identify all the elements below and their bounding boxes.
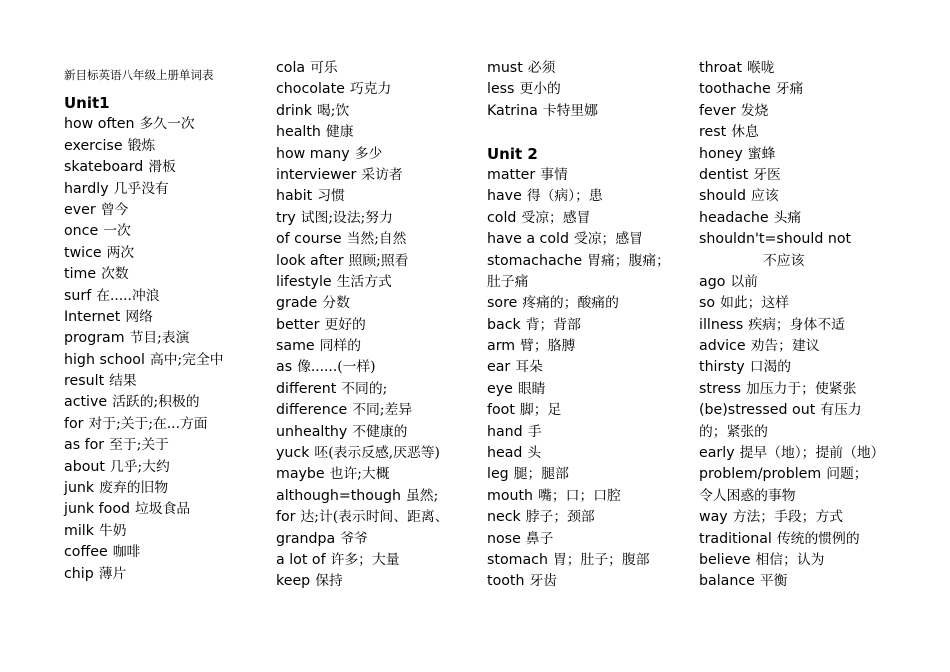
- word-entry: [64, 521, 269, 542]
- english-word: cold: [487, 209, 517, 226]
- english-word: ear: [487, 359, 511, 376]
- chinese-meaning: 胃痛；腹痛；: [587, 252, 670, 269]
- english-word: twice: [64, 244, 102, 261]
- chinese-meaning: 爷爷: [340, 530, 368, 547]
- word-entry: [699, 529, 899, 550]
- word-entry: [487, 571, 692, 592]
- english-word: stomach: [487, 551, 548, 568]
- english-word: believe: [699, 551, 751, 568]
- chinese-meaning: 不健康的: [352, 423, 408, 440]
- english-word: so: [699, 295, 716, 312]
- chinese-meaning: 垃圾食品: [135, 501, 191, 518]
- word-entry: [276, 101, 481, 122]
- word-entry-continuation: 令人困惑的事物: [699, 487, 796, 504]
- chinese-meaning: 许多；大量: [330, 551, 400, 568]
- chinese-meaning: 卡特里娜: [542, 102, 598, 119]
- word-entry: [276, 208, 481, 229]
- english-word: thirsty: [699, 359, 745, 376]
- chinese-meaning: 喉咙: [747, 60, 775, 76]
- english-word: drink: [276, 102, 312, 119]
- word-entry: [276, 229, 481, 250]
- english-word: for: [64, 415, 84, 432]
- english-word: toothache: [699, 81, 771, 98]
- chinese-meaning: 应该: [751, 188, 779, 205]
- english-word: matter: [487, 166, 536, 183]
- english-word: junk food: [64, 501, 131, 518]
- chinese-meaning: 照顾;照看: [348, 252, 409, 269]
- english-word: high school: [64, 351, 145, 368]
- word-entry: [487, 357, 692, 378]
- word-entry: [699, 464, 899, 485]
- english-word: balance: [699, 573, 755, 590]
- english-word: interviewer: [276, 166, 357, 183]
- english-word: foot: [487, 402, 515, 419]
- chinese-meaning: 臂；胳膊: [520, 338, 576, 355]
- unit-heading: Unit1: [64, 94, 110, 112]
- english-word: have: [487, 188, 522, 205]
- word-entry: [699, 165, 899, 186]
- chinese-meaning: 问题；: [826, 466, 868, 483]
- chinese-meaning: 活跃的;积极的: [112, 394, 200, 411]
- word-entry: [276, 400, 481, 421]
- word-entry: [276, 571, 481, 592]
- chinese-meaning: 巧克力: [349, 81, 392, 98]
- chinese-meaning: 以前: [730, 273, 758, 290]
- word-entry: [699, 144, 899, 165]
- chinese-meaning: 像......(一样): [297, 359, 376, 376]
- spacer: [487, 122, 692, 143]
- english-word: stomachache: [487, 252, 583, 269]
- word-entry: [276, 529, 481, 550]
- chinese-meaning: 背；背部: [525, 316, 581, 333]
- english-word: different: [276, 380, 337, 397]
- chinese-meaning: 可乐: [310, 60, 338, 76]
- chinese-meaning: 如此；这样: [720, 295, 790, 312]
- word-entry: [64, 221, 269, 242]
- english-word: Internet: [64, 308, 121, 325]
- english-word: hardly: [64, 180, 109, 197]
- english-word: advice: [699, 338, 746, 355]
- word-entry: [487, 550, 692, 571]
- english-word: how often: [64, 116, 135, 133]
- word-entry: [487, 379, 692, 400]
- word-entry: [487, 443, 692, 464]
- word-column-1: [64, 58, 269, 585]
- word-entry: [276, 443, 481, 464]
- english-word: ever: [64, 201, 96, 218]
- chinese-meaning: 当然;自然: [346, 231, 407, 248]
- english-word: neck: [487, 509, 521, 526]
- english-word: difference: [276, 402, 348, 419]
- english-word: about: [64, 458, 105, 475]
- word-entry: [699, 229, 899, 250]
- word-entry: [487, 507, 692, 528]
- chinese-meaning: 不同;差异: [352, 402, 413, 419]
- english-word: look after: [276, 252, 344, 269]
- chinese-meaning: 蜜蜂: [747, 145, 776, 162]
- word-entry: [487, 486, 692, 507]
- word-entry: [276, 79, 481, 100]
- word-entry: [64, 307, 269, 328]
- chinese-meaning: 受凉；感冒: [521, 209, 591, 226]
- english-word: headache: [699, 209, 769, 226]
- chinese-meaning: 疾病；身体不适: [748, 316, 845, 333]
- english-word: head: [487, 445, 523, 462]
- word-entry: [487, 422, 692, 443]
- english-word: chip: [64, 565, 94, 582]
- word-entry: [64, 371, 269, 392]
- chinese-meaning: 发烧: [740, 102, 769, 119]
- chinese-meaning: 头痛: [773, 209, 802, 226]
- english-word: how many: [276, 145, 350, 162]
- word-entry: [64, 564, 269, 585]
- word-entry: [699, 357, 899, 378]
- word-entry: [64, 200, 269, 221]
- english-word: way: [699, 509, 728, 526]
- chinese-meaning: 牙齿: [529, 573, 558, 590]
- english-word: as: [276, 359, 293, 376]
- chinese-meaning: 也许;大概: [329, 466, 390, 483]
- english-word: mouth: [487, 487, 534, 504]
- english-word: arm: [487, 338, 516, 355]
- word-entry: [64, 179, 269, 200]
- word-entry: [276, 122, 481, 143]
- english-word: active: [64, 394, 108, 411]
- word-entry: [487, 208, 692, 229]
- chinese-meaning: 脚；足: [519, 402, 562, 419]
- english-word: try: [276, 209, 296, 226]
- word-column-3: [487, 58, 692, 593]
- word-entry: [699, 400, 899, 421]
- chinese-meaning: 对于;关于;在...方面: [88, 415, 208, 432]
- chinese-meaning: 喝;饮: [317, 102, 350, 119]
- chinese-meaning: 虽然;: [405, 487, 439, 504]
- chinese-meaning: 眼睛: [517, 380, 546, 397]
- word-entry: [276, 379, 481, 400]
- word-entry: [487, 315, 692, 336]
- english-word: hand: [487, 423, 523, 440]
- english-word: early: [699, 445, 735, 462]
- english-word: illness: [699, 316, 744, 333]
- chinese-meaning: 更小的: [519, 81, 561, 98]
- word-entry: [487, 529, 692, 550]
- chinese-meaning: 疼痛的；酸痛的: [522, 295, 619, 312]
- word-entry-continuation: 的；紧张的: [699, 423, 768, 440]
- chinese-meaning: 一次: [103, 223, 131, 240]
- english-word: keep: [276, 573, 311, 590]
- english-word: rest: [699, 124, 727, 141]
- english-word: better: [276, 316, 320, 333]
- english-word: less: [487, 81, 515, 98]
- word-entry: [64, 414, 269, 435]
- english-word: for: [276, 509, 296, 526]
- word-entry: [64, 542, 269, 563]
- word-entry: [699, 58, 899, 79]
- english-word: once: [64, 223, 99, 240]
- word-entry: [699, 208, 899, 229]
- word-entry: [487, 251, 692, 272]
- english-word: a lot of: [276, 551, 326, 568]
- word-entry: [276, 251, 481, 272]
- chinese-meaning: 几乎;大约: [109, 458, 170, 475]
- english-word: although=though: [276, 487, 401, 504]
- word-entry: [699, 550, 899, 571]
- chinese-meaning: 休息: [731, 124, 759, 141]
- word-entry: [64, 136, 269, 157]
- word-entry: [487, 186, 692, 207]
- word-entry: [64, 286, 269, 307]
- chinese-meaning: 呸(表示反感,厌恶等): [314, 445, 440, 462]
- word-entry: [487, 58, 692, 79]
- english-word: result: [64, 373, 105, 390]
- chinese-meaning: 结果: [109, 373, 137, 390]
- word-entry: [64, 350, 269, 371]
- word-entry: [699, 186, 899, 207]
- chinese-meaning: 在.....冲浪: [96, 287, 160, 304]
- english-word: milk: [64, 522, 94, 539]
- chinese-meaning: 方法；手段；方式: [732, 509, 844, 526]
- english-word: exercise: [64, 137, 123, 154]
- chinese-meaning: 网络: [125, 308, 153, 325]
- chinese-meaning: 多少: [354, 145, 383, 162]
- english-word: nose: [487, 530, 521, 547]
- chinese-meaning: 咖啡: [112, 544, 141, 561]
- chinese-meaning: 嘴；口；口腔: [538, 487, 621, 504]
- word-entry: [276, 272, 481, 293]
- chinese-meaning: 保持: [315, 573, 343, 590]
- chinese-meaning: 牛奶: [98, 522, 127, 539]
- word-entry: [276, 293, 481, 314]
- chinese-meaning: 同样的: [319, 338, 362, 355]
- english-word: of course: [276, 231, 342, 248]
- english-word: ago: [699, 273, 726, 290]
- word-entry: [699, 336, 899, 357]
- chinese-meaning: 次数: [101, 266, 129, 283]
- english-word: sore: [487, 295, 518, 312]
- chinese-meaning: 采访者: [361, 166, 403, 183]
- word-entry: [699, 79, 899, 100]
- chinese-meaning: 劝告；建议: [750, 338, 820, 355]
- english-word: traditional: [699, 530, 772, 547]
- word-entry: [699, 443, 899, 464]
- word-entry: [64, 435, 269, 456]
- word-entry: [64, 243, 269, 264]
- word-entry: [64, 392, 269, 413]
- word-entry: [487, 229, 692, 250]
- english-word: skateboard: [64, 159, 144, 176]
- word-entry: [699, 293, 899, 314]
- word-entry: [64, 499, 269, 520]
- document-title: 新目标英语八年级上册单词表: [64, 68, 214, 82]
- english-word: grandpa: [276, 530, 336, 547]
- english-word: stress: [699, 380, 741, 397]
- word-entry: [487, 79, 692, 100]
- word-entry: [487, 336, 692, 357]
- chinese-meaning: 鼻子: [525, 530, 554, 547]
- chinese-meaning: 达;计(表示时间、距离、: [300, 509, 449, 526]
- english-word: lifestyle: [276, 273, 332, 290]
- english-word: habit: [276, 188, 313, 205]
- chinese-meaning: 传统的惯例的: [776, 530, 860, 547]
- word-entry: [64, 114, 269, 135]
- english-word: coffee: [64, 544, 108, 561]
- chinese-meaning: 分数: [322, 295, 350, 312]
- chinese-meaning: 得（病）；患: [526, 188, 603, 205]
- chinese-meaning: 至于;关于: [109, 437, 169, 454]
- english-word: eye: [487, 380, 513, 397]
- english-word: fever: [699, 102, 736, 119]
- word-entry: [276, 422, 481, 443]
- chinese-meaning: 耳朵: [515, 359, 543, 376]
- word-entry: [487, 293, 692, 314]
- unit-heading: Unit 2: [487, 144, 538, 163]
- chinese-meaning: 滑板: [148, 159, 176, 176]
- english-word: dentist: [699, 166, 749, 183]
- english-word: time: [64, 266, 97, 283]
- chinese-meaning: 头: [527, 445, 542, 462]
- english-word: tooth: [487, 573, 525, 590]
- english-word: cola: [276, 60, 306, 76]
- english-word: Katrina: [487, 102, 538, 119]
- word-entry-continuation: 肚子痛: [487, 273, 529, 290]
- english-word: shouldn't=should not: [699, 231, 852, 248]
- word-entry: [699, 507, 899, 528]
- english-word: have a cold: [487, 231, 569, 248]
- word-entry: [276, 550, 481, 571]
- english-word: honey: [699, 145, 743, 162]
- chinese-meaning: 胃；肚子；腹部: [552, 551, 650, 568]
- english-word: throat: [699, 60, 743, 76]
- english-word: problem/problem: [699, 466, 822, 483]
- word-entry: [276, 464, 481, 485]
- english-word: yuck: [276, 445, 310, 462]
- english-word: leg: [487, 466, 509, 483]
- chinese-meaning: 高中;完全中: [149, 351, 224, 368]
- word-entry: [699, 101, 899, 122]
- chinese-meaning: 曾今: [100, 201, 129, 218]
- chinese-meaning: 健康: [325, 124, 354, 141]
- chinese-meaning: 多久一次: [139, 116, 195, 133]
- word-entry: [487, 165, 692, 186]
- word-entry: [64, 457, 269, 478]
- english-word: program: [64, 330, 125, 347]
- word-column-4: [699, 58, 899, 593]
- word-entry: [276, 507, 481, 528]
- chinese-meaning: 手: [527, 423, 542, 440]
- word-entry: [276, 58, 481, 79]
- word-column-2: [276, 58, 481, 593]
- chinese-meaning: 有压力: [820, 402, 862, 419]
- english-word: unhealthy: [276, 423, 348, 440]
- chinese-meaning: 不同的;: [341, 380, 388, 397]
- english-word: grade: [276, 295, 318, 312]
- chinese-meaning: 口渴的: [749, 359, 792, 376]
- chinese-meaning: 几乎没有: [113, 180, 169, 197]
- word-entry: [276, 165, 481, 186]
- english-word: surf: [64, 287, 92, 304]
- word-entry: [276, 186, 481, 207]
- word-entry: [699, 571, 899, 592]
- chinese-meaning: 提早（地）；提前（地）: [739, 445, 885, 462]
- word-entry: [699, 272, 899, 293]
- word-entry: [276, 336, 481, 357]
- chinese-meaning: 牙痛: [775, 81, 804, 98]
- word-entry: [276, 357, 481, 378]
- chinese-meaning: 试图;设法;努力: [300, 209, 393, 226]
- word-entry: [64, 328, 269, 349]
- chinese-meaning: 事情: [540, 166, 568, 183]
- english-word: must: [487, 60, 523, 76]
- english-word: should: [699, 188, 747, 205]
- english-word: maybe: [276, 466, 325, 483]
- word-entry: [276, 315, 481, 336]
- word-entry: [64, 264, 269, 285]
- chinese-meaning: 必须: [527, 60, 556, 76]
- word-entry: [699, 315, 899, 336]
- word-entry: [276, 486, 481, 507]
- english-word: (be)stressed out: [699, 402, 816, 419]
- chinese-meaning: 两次: [106, 244, 135, 261]
- chinese-meaning: 锻炼: [127, 137, 156, 154]
- word-entry: [487, 101, 692, 122]
- chinese-meaning: 平衡: [759, 573, 788, 590]
- english-word: as for: [64, 437, 105, 454]
- chinese-meaning: 更好的: [324, 316, 366, 333]
- chinese-meaning: 生活方式: [336, 273, 392, 290]
- chinese-meaning: 废弃的旧物: [99, 480, 169, 497]
- chinese-meaning: 牙医: [753, 166, 781, 183]
- chinese-meaning: 加压力于；使紧张: [746, 380, 857, 397]
- chinese-meaning: 节目;表演: [129, 330, 190, 347]
- english-word: junk: [64, 480, 95, 497]
- chinese-meaning: 受凉；感冒: [573, 231, 643, 248]
- word-entry-continuation: 不应该: [763, 252, 805, 269]
- word-entry: [699, 122, 899, 143]
- english-word: same: [276, 338, 315, 355]
- word-entry: [699, 379, 899, 400]
- english-word: chocolate: [276, 81, 345, 98]
- word-entry: [64, 478, 269, 499]
- chinese-meaning: 相信；认为: [755, 551, 825, 568]
- chinese-meaning: 腿；腿部: [513, 466, 569, 483]
- english-word: back: [487, 316, 521, 333]
- english-word: health: [276, 124, 321, 141]
- chinese-meaning: 习惯: [317, 188, 345, 205]
- word-entry: [487, 400, 692, 421]
- chinese-meaning: 薄片: [98, 565, 127, 582]
- word-entry: [64, 157, 269, 178]
- word-entry: [276, 144, 481, 165]
- word-entry: [487, 464, 692, 485]
- chinese-meaning: 脖子；颈部: [525, 509, 595, 526]
